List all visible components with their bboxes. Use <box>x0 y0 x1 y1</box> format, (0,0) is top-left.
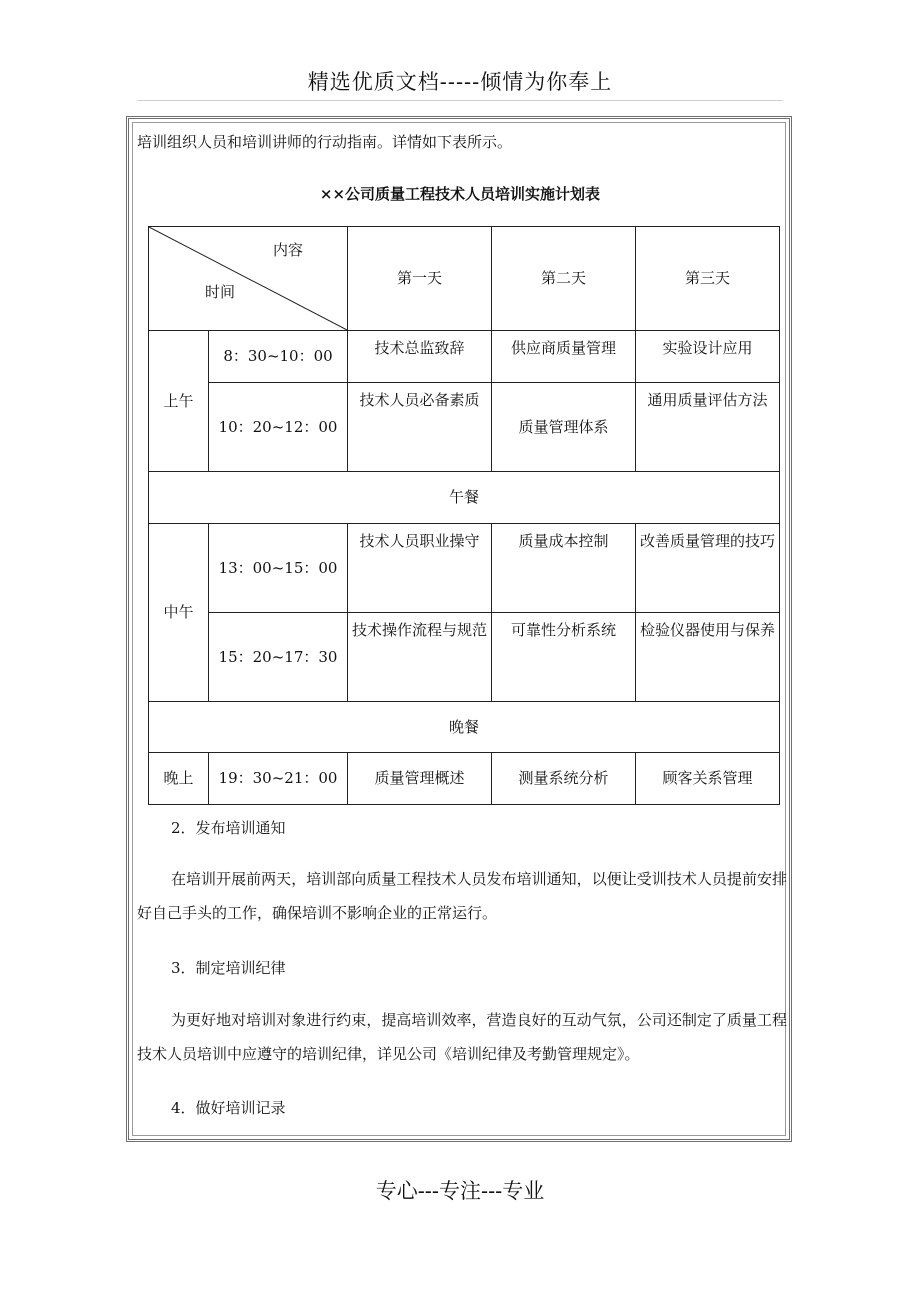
training-plan-table <box>148 226 780 805</box>
time-cell: 19：30~21：00 <box>209 753 348 805</box>
topic-cell: 技术人员职业操守 <box>348 524 492 613</box>
dinner-row <box>149 702 780 753</box>
table-row <box>149 524 780 613</box>
dinner-label: 晚餐 <box>149 702 780 753</box>
table-row <box>149 613 780 702</box>
topic-cell: 供应商质量管理 <box>492 331 636 383</box>
table-row <box>149 753 780 805</box>
topic-cell: 实验设计应用 <box>636 331 780 383</box>
section-body: 为更好地对培训对象进行约束，提高培训效率，营造良好的互动气氛，公司还制定了质量工程技术人员培训中应遵守的培训纪律，详见公司《培训纪律及考勤管理规定》。 <box>137 1011 787 1063</box>
page-footer: 专心---专注---专业 <box>375 1179 545 1203</box>
period-label-noon: 中午 <box>149 524 209 702</box>
page-header-title: 精选优质文档-----倾情为你奉上 <box>307 70 613 94</box>
topic-cell: 技术总监致辞 <box>348 331 492 383</box>
corner-content-label: 内容 <box>272 241 303 259</box>
diagonal-header-cell <box>149 227 348 331</box>
day-header: 第三天 <box>636 227 780 331</box>
topic-cell: 检验仪器使用与保养 <box>636 613 780 702</box>
header-divider <box>137 100 783 101</box>
table-title: ××公司质量工程技术人员培训实施计划表 <box>319 185 601 203</box>
section-heading: 3．制定培训纪律 <box>171 959 286 977</box>
section-body: 在培训开展前两天，培训部向质量工程技术人员发布培训通知，以便让受训技术人员提前安排好自己手头的工作，确保培训不影响企业的正常运行。 <box>137 870 787 922</box>
topic-cell: 可靠性分析系统 <box>492 613 636 702</box>
table-header-row <box>149 227 780 331</box>
diagonal-line <box>149 227 347 330</box>
section-heading: 4．做好培训记录 <box>171 1099 286 1117</box>
lunch-row <box>149 472 780 524</box>
topic-cell: 顾客关系管理 <box>636 753 780 805</box>
table-row <box>149 383 780 472</box>
section-heading: 2．发布培训通知 <box>171 819 286 837</box>
time-cell: 10：20~12：00 <box>209 383 348 472</box>
topic-cell: 技术操作流程与规范 <box>348 613 492 702</box>
time-cell: 15：20~17：30 <box>209 613 348 702</box>
lunch-label: 午餐 <box>149 472 780 524</box>
topic-cell: 质量管理概述 <box>348 753 492 805</box>
topic-cell: 改善质量管理的技巧 <box>636 524 780 613</box>
topic-cell: 质量成本控制 <box>492 524 636 613</box>
corner-time-label: 时间 <box>205 283 236 301</box>
topic-cell: 测量系统分析 <box>492 753 636 805</box>
topic-cell: 质量管理体系 <box>492 383 636 472</box>
table-row <box>149 331 780 383</box>
day-header: 第一天 <box>348 227 492 331</box>
time-cell: 8：30~10：00 <box>209 331 348 383</box>
time-cell: 13：00~15：00 <box>209 524 348 613</box>
period-label-morning: 上午 <box>149 331 209 472</box>
topic-cell: 通用质量评估方法 <box>636 383 780 472</box>
intro-text: 培训组织人员和培训讲师的行动指南。详情如下表所示。 <box>137 133 513 151</box>
period-label-evening: 晚上 <box>149 753 209 805</box>
topic-cell: 技术人员必备素质 <box>348 383 492 472</box>
day-header: 第二天 <box>492 227 636 331</box>
